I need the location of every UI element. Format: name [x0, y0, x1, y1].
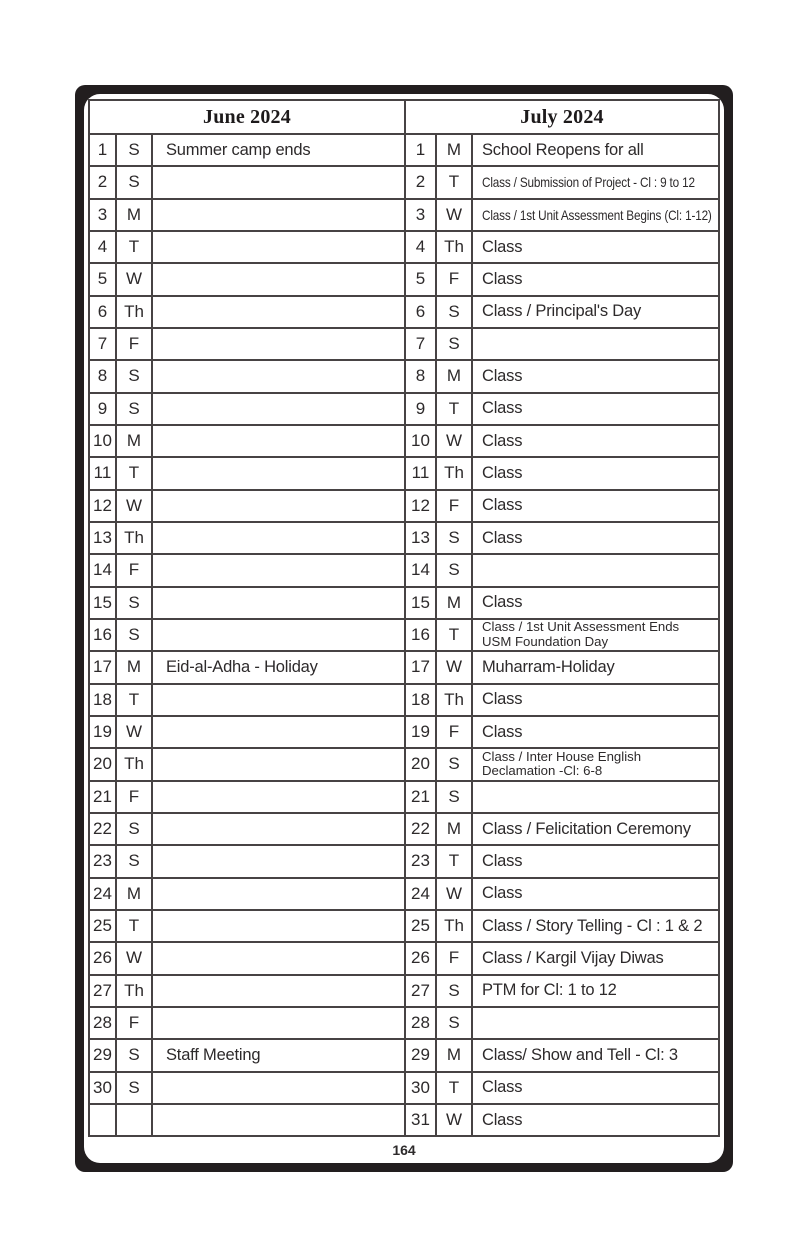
event-cell: [473, 620, 718, 650]
date-cell: 19: [406, 717, 437, 747]
date-cell: 27: [406, 976, 437, 1006]
june-row: [90, 620, 406, 650]
event-line-2: USM Foundation Day: [482, 634, 609, 650]
june-row: [90, 555, 406, 585]
july-row: [406, 1008, 718, 1038]
calendar-row: [90, 943, 718, 975]
july-row: [406, 846, 718, 876]
event-cell: [153, 814, 404, 844]
event-cell: [473, 555, 718, 585]
event-cell: Class: [482, 851, 523, 870]
event-cell: Class: [482, 528, 523, 547]
date-cell: 5: [406, 264, 437, 294]
event-cell: Eid-al-Adha - Holiday: [166, 657, 318, 676]
date-cell: 20: [406, 749, 437, 779]
calendar-row: [90, 814, 718, 846]
event-cell: [473, 200, 718, 230]
june-row: [90, 717, 406, 747]
calendar-row: [90, 749, 718, 781]
date-cell: 2: [90, 167, 117, 197]
date-cell: 1: [90, 135, 117, 165]
event-cell: Class: [482, 463, 523, 482]
calendar-grid: [88, 99, 720, 1137]
june-row: [90, 749, 406, 779]
event-cell: Class: [482, 1110, 523, 1129]
event-cell: [153, 717, 404, 747]
calendar-row: [90, 588, 718, 620]
july-row: [406, 394, 718, 424]
june-row: [90, 652, 406, 682]
june-row: [90, 523, 406, 553]
calendar-row: [90, 555, 718, 587]
weekday-cell: [117, 1105, 153, 1135]
weekday-cell: S: [437, 1008, 473, 1038]
weekday-cell: W: [437, 1105, 473, 1135]
calendar-row: [90, 911, 718, 943]
calendar-row: [90, 200, 718, 232]
june-row: [90, 1008, 406, 1038]
event-cell: Class: [482, 237, 523, 256]
weekday-cell: F: [437, 264, 473, 294]
event-cell: [153, 976, 404, 1006]
june-row: [90, 361, 406, 391]
calendar-row: [90, 1105, 718, 1135]
weekday-cell: Th: [117, 297, 153, 327]
event-cell: [153, 685, 404, 715]
calendar-row: [90, 167, 718, 199]
calendar-row: [90, 426, 718, 458]
weekday-cell: W: [117, 264, 153, 294]
event-cell: PTM for Cl: 1 to 12: [482, 981, 617, 1000]
july-row: [406, 588, 718, 618]
event-cell: Staff Meeting: [166, 1045, 261, 1064]
weekday-cell: F: [117, 782, 153, 812]
event-cell: [153, 1073, 404, 1103]
date-cell: 7: [90, 329, 117, 359]
event-text: Class / 1st Unit Assessment Begins (Cl: 1-12): [482, 206, 712, 223]
calendar-row: [90, 1073, 718, 1105]
calendar-row: [90, 232, 718, 264]
june-row: [90, 200, 406, 230]
june-row: [90, 297, 406, 327]
event-cell: [153, 167, 404, 197]
event-cell: [153, 458, 404, 488]
event-cell: [153, 200, 404, 230]
event-line-1: Class / 1st Unit Assessment Ends: [482, 619, 680, 635]
weekday-cell: M: [117, 652, 153, 682]
date-cell: 12: [406, 491, 437, 521]
date-cell: 20: [90, 749, 117, 779]
date-cell: 16: [90, 620, 117, 650]
date-cell: 28: [406, 1008, 437, 1038]
weekday-cell: F: [117, 1008, 153, 1038]
july-row: [406, 135, 718, 165]
weekday-cell: W: [437, 426, 473, 456]
calendar-row: [90, 652, 718, 684]
july-row: [406, 523, 718, 553]
weekday-cell: F: [437, 717, 473, 747]
july-row: [406, 652, 718, 682]
july-row: [406, 1073, 718, 1103]
weekday-cell: Th: [117, 976, 153, 1006]
weekday-cell: T: [437, 394, 473, 424]
date-cell: 15: [406, 588, 437, 618]
july-row: [406, 911, 718, 941]
weekday-cell: M: [117, 200, 153, 230]
weekday-cell: T: [437, 846, 473, 876]
date-cell: 12: [90, 491, 117, 521]
date-cell: 23: [90, 846, 117, 876]
date-cell: 9: [90, 394, 117, 424]
event-cell: Class/ Show and Tell - Cl: 3: [482, 1045, 678, 1064]
weekday-cell: S: [117, 814, 153, 844]
event-cell: [153, 523, 404, 553]
july-row: [406, 361, 718, 391]
event-cell: Summer camp ends: [166, 140, 311, 159]
event-cell: [153, 749, 404, 779]
weekday-cell: Th: [437, 685, 473, 715]
july-row: [406, 1105, 718, 1135]
july-row: [406, 555, 718, 585]
date-cell: 14: [90, 555, 117, 585]
event-cell: Class / Principal's Day: [482, 302, 642, 321]
date-cell: 11: [406, 458, 437, 488]
june-row: [90, 814, 406, 844]
july-row: [406, 297, 718, 327]
event-cell: [153, 588, 404, 618]
event-cell: Class: [482, 431, 523, 450]
weekday-cell: F: [117, 329, 153, 359]
event-cell: [153, 943, 404, 973]
weekday-cell: S: [117, 620, 153, 650]
event-cell: Class: [482, 884, 523, 903]
calendar-row: [90, 491, 718, 523]
date-cell: 14: [406, 555, 437, 585]
weekday-cell: W: [117, 491, 153, 521]
event-cell: [153, 329, 404, 359]
date-cell: 4: [406, 232, 437, 262]
weekday-cell: M: [437, 814, 473, 844]
june-row: [90, 426, 406, 456]
calendar-row: [90, 135, 718, 167]
weekday-cell: Th: [117, 749, 153, 779]
weekday-cell: S: [437, 976, 473, 1006]
june-row: [90, 1105, 406, 1135]
date-cell: 1: [406, 135, 437, 165]
date-cell: 24: [406, 879, 437, 909]
event-cell: Class: [482, 399, 523, 418]
event-cell: Class / Story Telling - Cl : 1 & 2: [482, 916, 703, 935]
june-row: [90, 911, 406, 941]
date-cell: 28: [90, 1008, 117, 1038]
weekday-cell: S: [437, 297, 473, 327]
june-row: [90, 167, 406, 197]
june-row: [90, 264, 406, 294]
calendar-row: [90, 1040, 718, 1072]
event-cell: [153, 620, 404, 650]
weekday-cell: M: [437, 1040, 473, 1070]
july-row: [406, 749, 718, 779]
weekday-cell: S: [117, 1073, 153, 1103]
weekday-cell: F: [437, 943, 473, 973]
date-cell: 2: [406, 167, 437, 197]
date-cell: 8: [406, 361, 437, 391]
weekday-cell: W: [437, 879, 473, 909]
weekday-cell: M: [437, 588, 473, 618]
date-cell: 16: [406, 620, 437, 650]
weekday-cell: F: [117, 555, 153, 585]
date-cell: 10: [90, 426, 117, 456]
date-cell: 19: [90, 717, 117, 747]
june-row: [90, 685, 406, 715]
weekday-cell: S: [117, 361, 153, 391]
event-cell: [153, 491, 404, 521]
calendar-row: [90, 685, 718, 717]
date-cell: 30: [406, 1073, 437, 1103]
event-cell: School Reopens for all: [482, 140, 644, 159]
july-row: [406, 976, 718, 1006]
date-cell: 7: [406, 329, 437, 359]
event-cell: [153, 1008, 404, 1038]
date-cell: 11: [90, 458, 117, 488]
calendar-row: [90, 329, 718, 361]
weekday-cell: W: [437, 200, 473, 230]
event-cell: [153, 911, 404, 941]
calendar-row: [90, 361, 718, 393]
event-cell: [473, 329, 718, 359]
july-row: [406, 200, 718, 230]
date-cell: [90, 1105, 117, 1135]
june-row: [90, 1073, 406, 1103]
july-row: [406, 232, 718, 262]
weekday-cell: Th: [437, 232, 473, 262]
date-cell: 3: [406, 200, 437, 230]
date-cell: 5: [90, 264, 117, 294]
weekday-cell: S: [437, 555, 473, 585]
calendar-row: [90, 297, 718, 329]
month-header-row: [90, 101, 718, 135]
event-line-1: Class / Inter House English: [482, 749, 642, 764]
date-cell: 3: [90, 200, 117, 230]
june-row: [90, 943, 406, 973]
weekday-cell: T: [437, 1073, 473, 1103]
page-number: 164: [392, 1142, 416, 1158]
july-row: [406, 620, 718, 650]
date-cell: 18: [90, 685, 117, 715]
event-cell: Class / Kargil Vijay Diwas: [482, 948, 664, 967]
event-cell: Class: [482, 690, 523, 709]
calendar-row: [90, 264, 718, 296]
weekday-cell: T: [117, 458, 153, 488]
date-cell: 6: [90, 297, 117, 327]
june-month-title: June 2024: [90, 101, 406, 133]
july-row: [406, 458, 718, 488]
july-row: [406, 717, 718, 747]
weekday-cell: Th: [437, 911, 473, 941]
date-cell: 23: [406, 846, 437, 876]
date-cell: 17: [90, 652, 117, 682]
weekday-cell: T: [117, 911, 153, 941]
weekday-cell: S: [117, 1040, 153, 1070]
event-cell: [473, 1008, 718, 1038]
event-cell: [153, 264, 404, 294]
calendar-row: [90, 620, 718, 652]
event-cell: [153, 1105, 404, 1135]
july-row: [406, 879, 718, 909]
weekday-cell: F: [437, 491, 473, 521]
weekday-cell: S: [437, 329, 473, 359]
almanac-page-frame: [75, 85, 733, 1172]
weekday-cell: S: [117, 846, 153, 876]
event-cell: [153, 555, 404, 585]
calendar-row: [90, 394, 718, 426]
event-cell: Class: [482, 722, 523, 741]
weekday-cell: T: [117, 232, 153, 262]
weekday-cell: T: [437, 167, 473, 197]
weekday-cell: S: [117, 135, 153, 165]
event-cell: [153, 297, 404, 327]
june-row: [90, 394, 406, 424]
date-cell: 31: [406, 1105, 437, 1135]
weekday-cell: W: [117, 943, 153, 973]
event-cell: [473, 167, 718, 197]
july-row: [406, 782, 718, 812]
event-line-2: Declamation -Cl: 6-8: [482, 763, 603, 779]
date-cell: 25: [90, 911, 117, 941]
weekday-cell: M: [117, 426, 153, 456]
july-row: [406, 264, 718, 294]
weekday-cell: W: [437, 652, 473, 682]
event-cell: [473, 782, 718, 812]
date-cell: 25: [406, 911, 437, 941]
date-cell: 10: [406, 426, 437, 456]
calendar-row: [90, 523, 718, 555]
event-cell: Muharram-Holiday: [482, 657, 615, 676]
event-cell: Class: [482, 593, 523, 612]
july-row: [406, 329, 718, 359]
weekday-cell: T: [117, 685, 153, 715]
event-cell: Class: [482, 269, 523, 288]
calendar-row: [90, 1008, 718, 1040]
july-month-title: July 2024: [520, 105, 604, 128]
date-cell: 4: [90, 232, 117, 262]
calendar-row: [90, 846, 718, 878]
event-cell: Class: [482, 496, 523, 515]
july-row: [406, 1040, 718, 1070]
calendar-row: [90, 458, 718, 490]
june-row: [90, 976, 406, 1006]
july-row: [406, 814, 718, 844]
weekday-cell: S: [117, 394, 153, 424]
june-row: [90, 879, 406, 909]
weekday-cell: Th: [437, 458, 473, 488]
date-cell: 30: [90, 1073, 117, 1103]
date-cell: 13: [90, 523, 117, 553]
event-cell: Class: [482, 1078, 523, 1097]
date-cell: 13: [406, 523, 437, 553]
event-cell: Class: [482, 366, 523, 385]
event-cell: [153, 782, 404, 812]
weekday-cell: S: [437, 782, 473, 812]
calendar-row: [90, 976, 718, 1008]
event-text: Class / Submission of Project - Cl : 9 to 12: [482, 174, 695, 191]
june-row: [90, 458, 406, 488]
june-row: [90, 491, 406, 521]
date-cell: 21: [406, 782, 437, 812]
event-cell: [153, 426, 404, 456]
date-cell: 26: [90, 943, 117, 973]
date-cell: 27: [90, 976, 117, 1006]
june-row: [90, 1040, 406, 1070]
weekday-cell: S: [437, 523, 473, 553]
weekday-cell: S: [117, 167, 153, 197]
date-cell: 29: [90, 1040, 117, 1070]
weekday-cell: S: [117, 588, 153, 618]
event-cell: [153, 361, 404, 391]
weekday-cell: M: [437, 361, 473, 391]
july-row: [406, 167, 718, 197]
date-cell: 18: [406, 685, 437, 715]
date-cell: 15: [90, 588, 117, 618]
date-cell: 22: [406, 814, 437, 844]
calendar-row: [90, 717, 718, 749]
calendar-panel: [84, 94, 724, 1163]
event-cell: [473, 749, 718, 779]
event-cell: [153, 232, 404, 262]
date-cell: 6: [406, 297, 437, 327]
date-cell: 24: [90, 879, 117, 909]
calendar-rows: [90, 135, 718, 1135]
weekday-cell: Th: [117, 523, 153, 553]
date-cell: 22: [90, 814, 117, 844]
june-row: [90, 846, 406, 876]
date-cell: 17: [406, 652, 437, 682]
weekday-cell: M: [117, 879, 153, 909]
june-row: [90, 782, 406, 812]
event-cell: [153, 394, 404, 424]
weekday-cell: T: [437, 620, 473, 650]
june-row: [90, 135, 406, 165]
date-cell: 9: [406, 394, 437, 424]
weekday-cell: W: [117, 717, 153, 747]
july-row: [406, 426, 718, 456]
date-cell: 21: [90, 782, 117, 812]
event-cell: Class / Felicitation Ceremony: [482, 819, 691, 838]
june-row: [90, 232, 406, 262]
july-row: [406, 491, 718, 521]
event-cell: [153, 846, 404, 876]
weekday-cell: S: [437, 749, 473, 779]
date-cell: 29: [406, 1040, 437, 1070]
event-cell: [153, 879, 404, 909]
weekday-cell: M: [437, 135, 473, 165]
calendar-row: [90, 879, 718, 911]
july-row: [406, 943, 718, 973]
july-row: [406, 685, 718, 715]
date-cell: 26: [406, 943, 437, 973]
date-cell: 8: [90, 361, 117, 391]
calendar-row: [90, 782, 718, 814]
june-row: [90, 588, 406, 618]
june-row: [90, 329, 406, 359]
